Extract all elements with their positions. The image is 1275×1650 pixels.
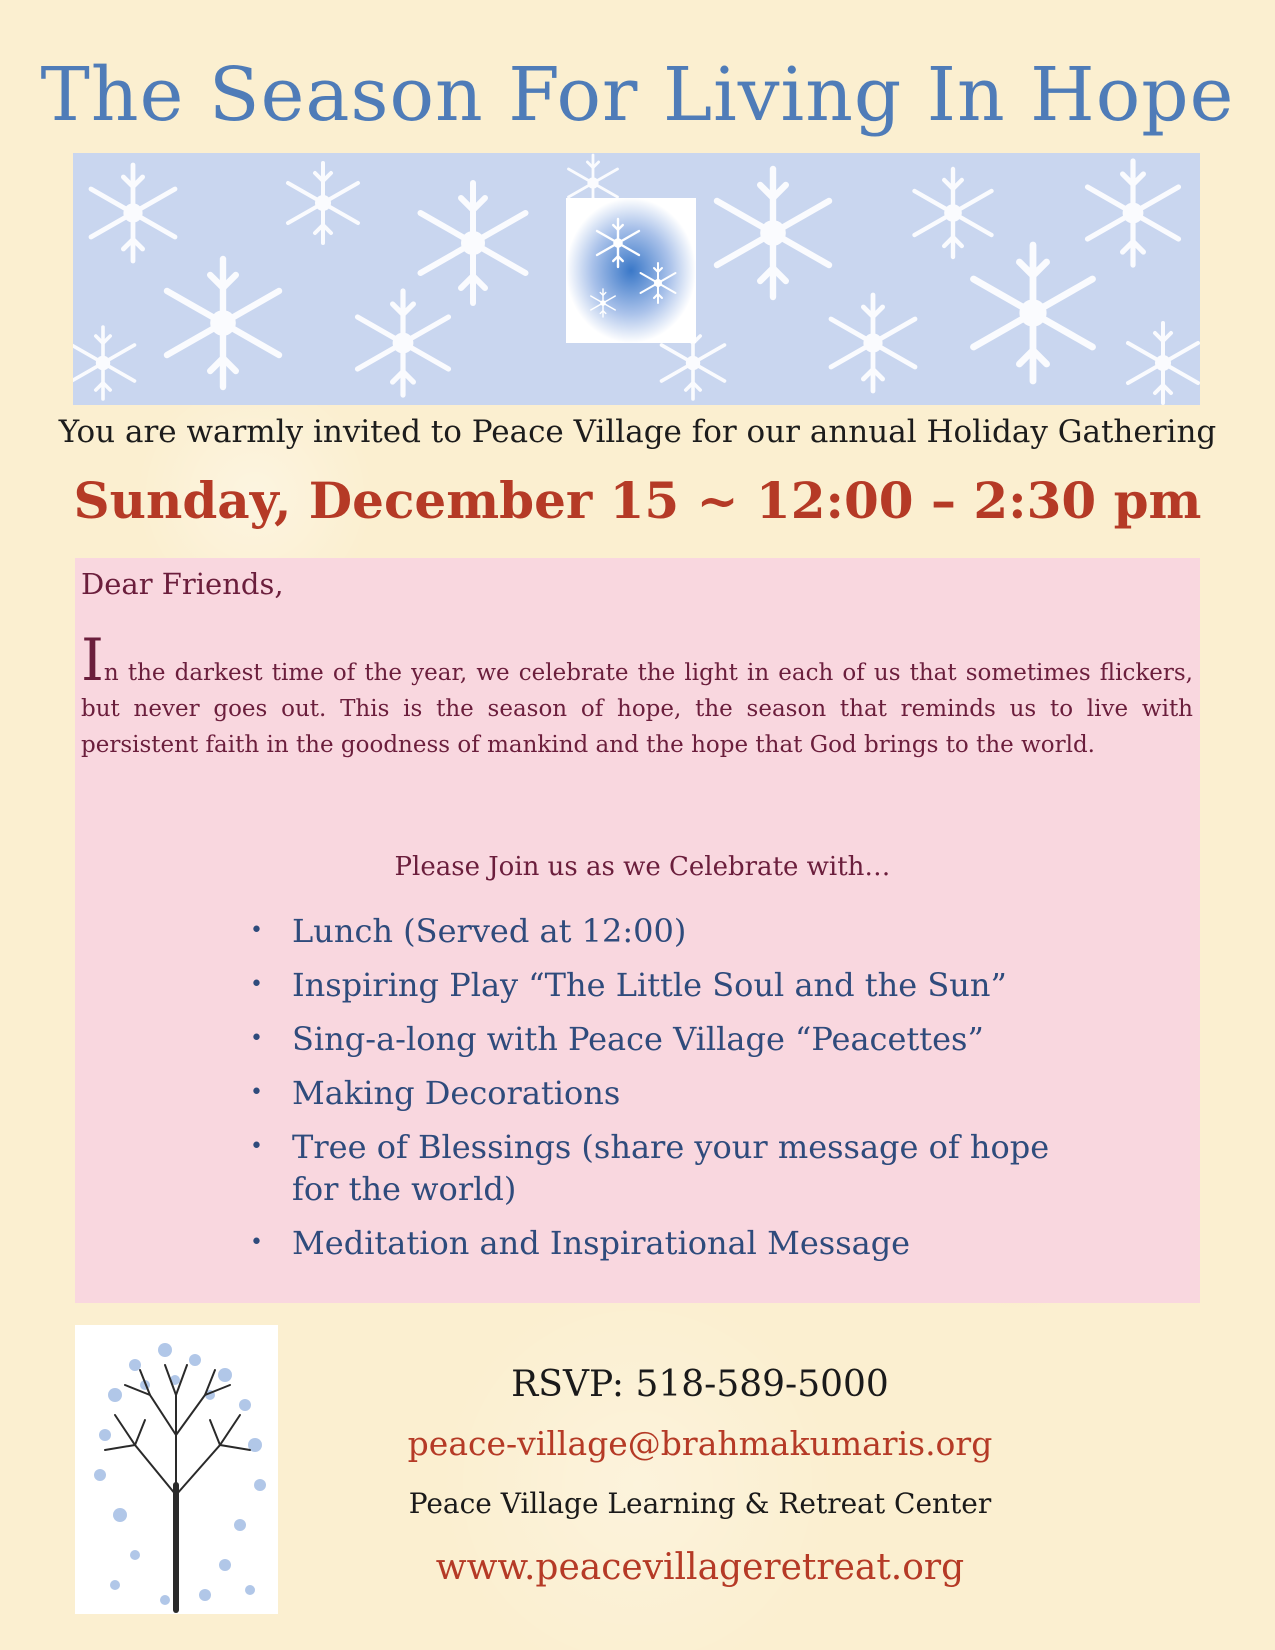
list-item xyxy=(250,964,1110,1006)
activity-label: Tree of Blessings (share your message of hope for the world) xyxy=(292,1128,1050,1208)
winter-tree-image xyxy=(75,1325,278,1614)
event-date-time: Sunday, December 15 ~ 12:00 – 2:30 pm xyxy=(73,471,1202,530)
join-heading: Please Join us as we Celebrate with… xyxy=(394,852,891,882)
bullet-icon: • xyxy=(250,1080,263,1105)
list-item xyxy=(250,1018,1110,1060)
list-item xyxy=(250,1222,1110,1264)
activity-label: Making Decorations xyxy=(292,1074,621,1112)
letter-body-text: n the darkest time of the year, we celebrate the light in each of us that sometimes flickers, but never goes out. This is the season of hope, the season that reminds us to live with persistent faith in the goodness of mankind and the hope that God brings to the world. xyxy=(81,660,1193,758)
activity-label: Lunch (Served at 12:00) xyxy=(292,912,687,950)
snowflake-pattern xyxy=(73,153,1200,405)
list-item xyxy=(250,910,1110,952)
list-item xyxy=(250,1126,1072,1210)
rsvp-phone: RSVP: 518-589-5000 xyxy=(511,1364,889,1405)
invitation-line: You are warmly invited to Peace Village for our annual Holiday Gathering xyxy=(58,414,1217,450)
flyer-title: The Season For Living In Hope xyxy=(40,52,1235,138)
center-name: Peace Village Learning & Retreat Center xyxy=(408,1487,992,1520)
bullet-icon: • xyxy=(250,972,263,997)
letter-greeting: Dear Friends, xyxy=(81,567,284,601)
drop-cap: I xyxy=(81,626,104,694)
bullet-icon: • xyxy=(250,918,263,943)
bullet-icon: • xyxy=(250,1134,263,1159)
list-item xyxy=(250,1072,1110,1114)
contact-email-link[interactable]: peace-village@brahmakumaris.org xyxy=(407,1424,993,1463)
activity-label: Meditation and Inspirational Message xyxy=(292,1224,911,1262)
tree-illustration xyxy=(75,1325,278,1614)
activity-list xyxy=(250,910,1110,1276)
letter-body xyxy=(81,626,1193,763)
activity-label: Sing-a-long with Peace Village “Peacettes” xyxy=(292,1020,984,1058)
snowflake-banner-image xyxy=(73,153,1200,405)
website-link[interactable]: www.peacevillageretreat.org xyxy=(435,1547,965,1588)
bullet-icon: • xyxy=(250,1230,263,1255)
bullet-icon: • xyxy=(250,1026,263,1051)
activity-label: Inspiring Play “The Little Soul and the Sun” xyxy=(292,966,1007,1004)
